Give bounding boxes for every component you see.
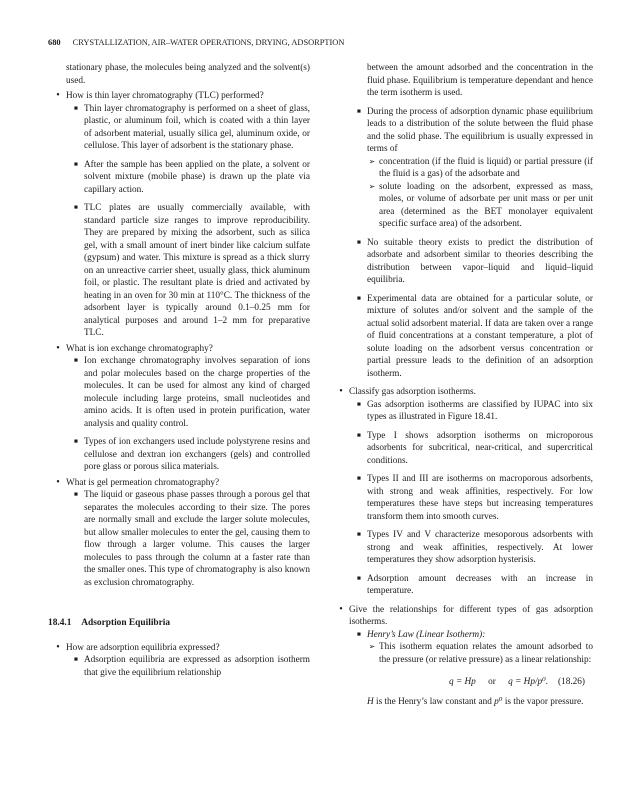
list-item: ■ Adsorption equilibria are expressed as adsorption isotherm that give the equilibrium relationship xyxy=(48,654,310,679)
square-bullet-icon: ■ xyxy=(74,104,78,112)
bullet-icon: • xyxy=(56,342,60,354)
question-gel-permeation: • What is gel permeation chromatography? xyxy=(48,477,310,490)
square-bullet-icon: ■ xyxy=(357,107,361,115)
square-bullet-icon: ■ xyxy=(357,400,361,408)
list-item: ■ Ion exchange chromatography involves separation of ions and polar molecules based on the charge properties of the molecules. It can be used for almost any kind of charged molecule including large proteins, small nucleotides and amino acids. It is often used in protein purification, water analysis and quality control. xyxy=(48,355,310,430)
bullet-icon: • xyxy=(339,386,343,397)
equation-note: H is the Henry’s law constant and p⁰ is the vapor pressure. xyxy=(367,697,584,707)
bullet-icon: • xyxy=(56,476,60,488)
sub-list-item: ➢ solute loading on the adsorbent, expressed as mass, moles, or volume of adsorbate per unit mass or per unit area (determined as the BET monolayer equivalent specific surface area) of the adsorbent. xyxy=(368,181,593,229)
list-item: ■ After the sample has been applied on the plate, a solvent or solvent mixture (mobile phase) is drawn up the plate via capillary action. xyxy=(48,159,310,197)
left-column xyxy=(48,62,310,679)
page-number: 680 xyxy=(48,38,61,47)
arrow-bullet-icon: ➢ xyxy=(368,156,376,166)
bullet-icon: • xyxy=(56,90,60,101)
list-item: ■ No suitable theory exists to predict the distribution of adsorbate and adsorbent similar to theories describing the distribution between vapor–liquid and liquid–liquid equilibria. xyxy=(331,237,593,287)
square-bullet-icon: ■ xyxy=(357,475,361,482)
list-item: ■ The liquid or gaseous phase passes through a porous gel that separates the molecules according to their size. The pores are normally small and exclude the larger solute molecules, but allow smaller molecules to enter the gel, causing them to flow through a larger volume. This causes the larger molecules to pass through the column at a faster rate than the smaller ones. This type of chromatography is also known as exclusion chromatography. xyxy=(48,489,310,589)
bullet-icon: • xyxy=(56,641,60,653)
list-item: ■ During the process of adsorption dynamic phase equilibrium leads to a distribution of the solute between the fluid phase and the solid phase. The equilibrium is usually expressed in terms of xyxy=(331,106,593,156)
list-item: ■ TLC plates are usually commercially available, with standard particle size ranges to improve reproducibility. They are prepared by mixing the adsorbent, such as silica gel, with a small amount of inert binder like calcium sulfate (gypsum) and water. This mixture is spread as a thick slurry on an unreactive carrier sheet, usually glass, thick aluminum foil, or plastic. The resultant plate is dried and activated by heating in an oven for 30 min at 110°C. The thickness of the adsorbent layer is typically around 0.1–0.25 mm for analytical purposes and around 1–2 mm for preparative TLC. xyxy=(48,202,310,340)
bullet-icon: • xyxy=(339,603,343,615)
arrow-bullet-icon: ➢ xyxy=(368,181,376,191)
question-adsorption-equilibria: • How are adsorption equilibria expressed? xyxy=(48,642,310,655)
right-column xyxy=(331,62,593,709)
running-header xyxy=(48,38,557,52)
section-number: 18.4.1 xyxy=(48,618,72,628)
henry-law-title: Henry’s Law (Linear Isotherm): xyxy=(367,629,486,640)
square-bullet-icon: ■ xyxy=(74,491,78,498)
list-item: ■ Types of ion exchangers used include polystyrene resins and cellulose and dextran ion exchangers (gels) and controlled pore glass or porous silica materials. xyxy=(48,436,310,474)
sub-list-item: ➢ concentration (if the fluid is liquid) or partial pressure (if the fluid is a gas) of the adsorbate and xyxy=(368,156,593,179)
equation-number: (18.26) xyxy=(558,677,585,687)
continuation-paragraph: between the amount adsorbed and the concentration in the fluid phase. Equilibrium is temperature dependant and hence the term isotherm is used. xyxy=(367,63,593,98)
section-heading xyxy=(48,617,310,630)
running-title: CRYSTALLIZATION, AIR–WATER OPERATIONS, DRYING, ADSORPTION xyxy=(72,38,345,47)
square-bullet-icon: ■ xyxy=(74,656,78,663)
equation-left: q = Hp xyxy=(449,677,476,687)
question-tlc: • How is thin layer chromatography (TLC) performed? xyxy=(48,90,310,103)
section-title: Adsorption Equilibria xyxy=(81,618,171,628)
list-item xyxy=(331,629,593,642)
square-bullet-icon: ■ xyxy=(74,204,78,211)
equation-right: q = Hp/p⁰. xyxy=(508,677,549,687)
symbol-p0: p⁰ xyxy=(494,697,503,707)
question-ion-exchange: • What is ion exchange chromatography? xyxy=(48,343,310,356)
square-bullet-icon: ■ xyxy=(357,531,361,538)
equation-18-26 xyxy=(331,676,593,690)
list-item: ■ Adsorption amount decreases with an increase in temperature. xyxy=(331,573,593,598)
square-bullet-icon: ■ xyxy=(357,294,361,302)
arrow-bullet-icon: ➢ xyxy=(368,642,376,651)
square-bullet-icon: ■ xyxy=(74,160,78,168)
square-bullet-icon: ■ xyxy=(357,630,361,638)
square-bullet-icon: ■ xyxy=(357,238,361,246)
equation-or: or xyxy=(488,677,496,687)
list-item: ■ Experimental data are obtained for a particular solute, or mixture of solutes and/or solvent and the sample of the actual solid adsorbent material. If data are taken over a range of fluid concentrations at a constant temperature, a plot of solute loading on the adsorbent versus concentration or partial pressure leads to the definition of an adsorption isotherm. xyxy=(331,293,593,381)
list-item: ■ Types IV and V characterize mesoporous adsorbents with strong and weak affinities, respectively. At lower temperatures they show adsorption hysterisis. xyxy=(331,529,593,567)
sub-list-item: ➢ This isotherm equation relates the amount adsorbed to the pressure (or relative pressure) as a linear relationship: xyxy=(368,642,593,665)
question-classify-isotherms: • Classify gas adsorption isotherms. xyxy=(331,386,593,399)
list-item: ■ Gas adsorption isotherms are classified by IUPAC into six types as illustrated in Figure 18.41. xyxy=(331,399,593,424)
list-item: ■ Types II and III are isotherms on macroporous adsorbents, with strong and weak affinities, respectively. For low temperatures these have steps but increasing temperatures transform them into smooth curves. xyxy=(331,473,593,523)
symbol-h: H xyxy=(367,697,374,707)
square-bullet-icon: ■ xyxy=(74,357,78,364)
continuation-paragraph: stationary phase, the molecules being analyzed and the solvent(s) used. xyxy=(66,63,310,86)
square-bullet-icon: ■ xyxy=(357,431,361,439)
question-isotherm-relationships: • Give the relationships for different types of gas adsorption isotherms. xyxy=(331,604,593,629)
list-item: ■ Type I shows adsorption isotherms on microporous adsorbents for subcritical, near-critical, and supercritical conditions. xyxy=(331,430,593,468)
square-bullet-icon: ■ xyxy=(74,438,78,445)
square-bullet-icon: ■ xyxy=(357,574,361,582)
list-item: ■ Thin layer chromatography is performed on a sheet of glass, plastic, or aluminum foil, which is coated with a thin layer of adsorbent material, usually silica gel, aluminum oxide, or cellulose. This layer of adsorbent is the stationary phase. xyxy=(48,103,310,153)
